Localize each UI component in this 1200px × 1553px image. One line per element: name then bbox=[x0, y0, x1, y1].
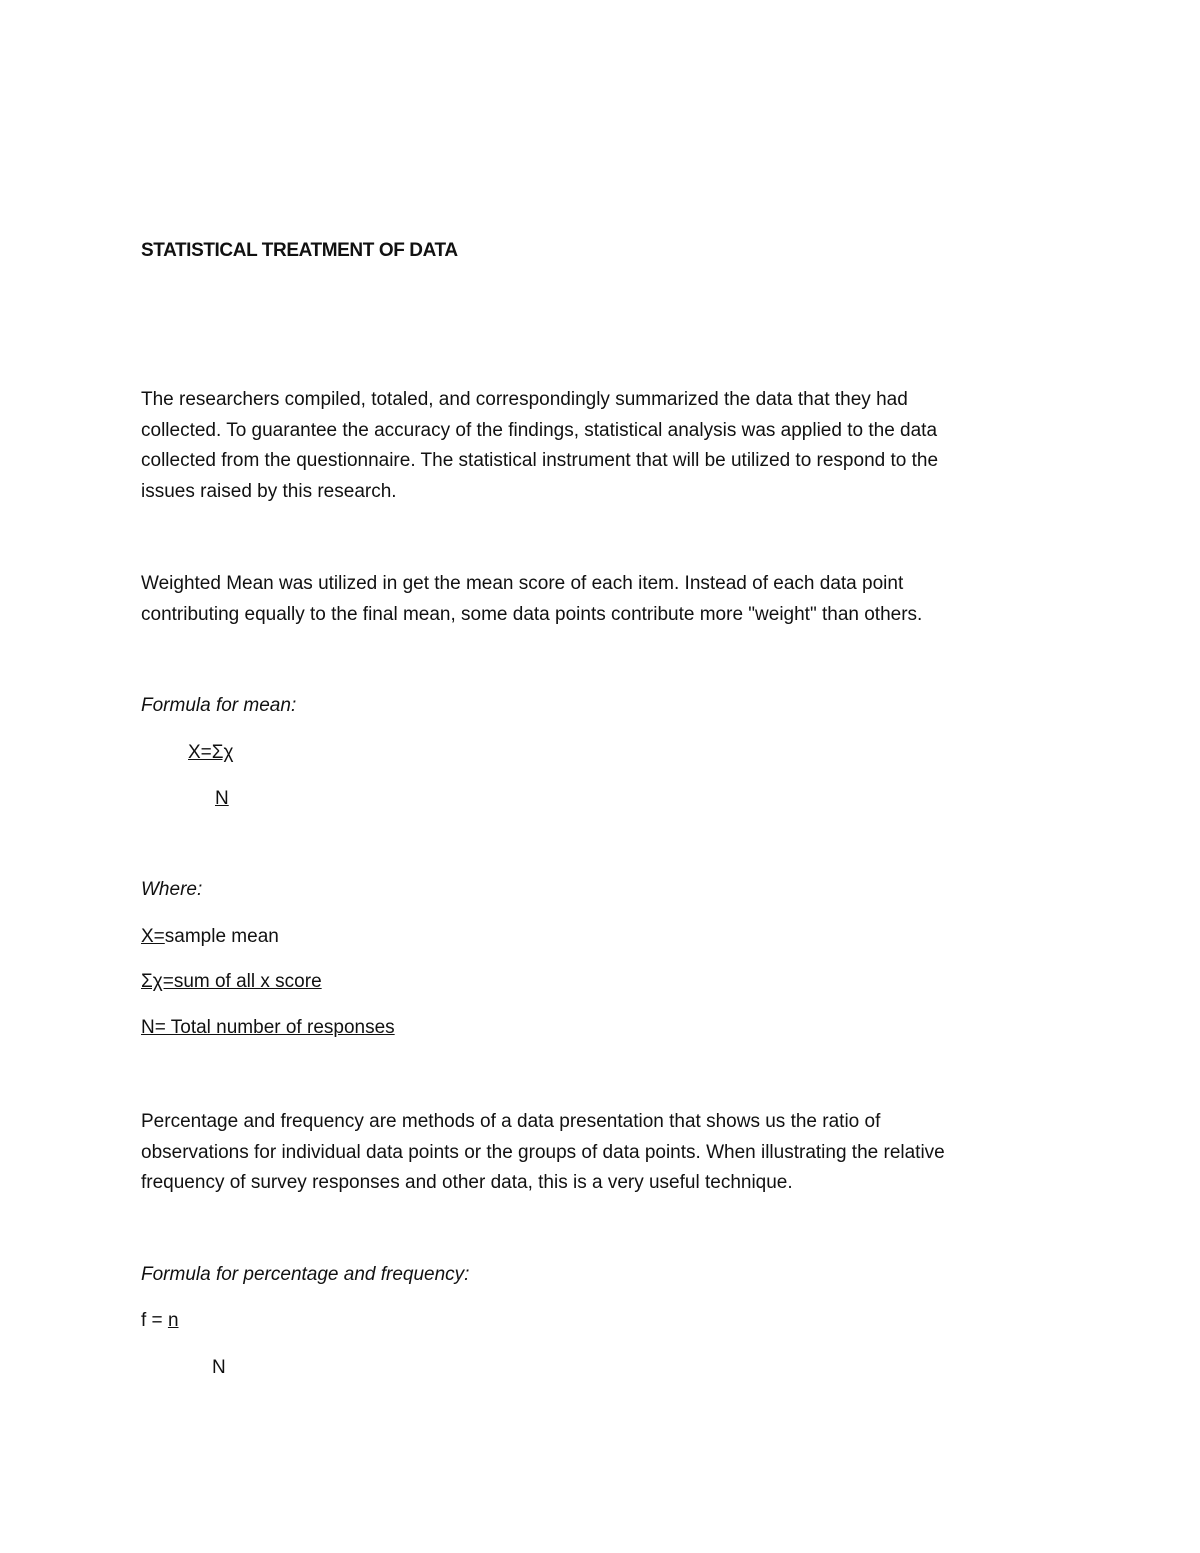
intro-line: The researchers compiled, totaled, and correspondingly summarized the data that they had bbox=[141, 389, 908, 410]
weighted-mean-line: Weighted Mean was utilized in get the mean score of each item. Instead of each data point bbox=[141, 573, 904, 594]
mean-formula-label: Formula for mean: bbox=[141, 695, 297, 716]
percentage-formula-denominator: N bbox=[212, 1357, 226, 1378]
where-symbol: N= Total number of responses bbox=[141, 1017, 395, 1038]
percentage-formula-numerator: n bbox=[167, 1310, 179, 1331]
percentage-line: observations for individual data points or the groups of data points. When illustrating the relative bbox=[141, 1141, 945, 1163]
where-symbol: X= bbox=[141, 926, 165, 947]
percentage-formula-lhs: f = bbox=[141, 1310, 168, 1331]
percentage-formula-numerator-line bbox=[141, 1306, 179, 1337]
mean-formula-numerator: X=Σχ bbox=[188, 742, 234, 763]
where-item-sum bbox=[141, 967, 322, 998]
intro-line: collected from the questionnaire. The statistical instrument that will be utilized to respond to the bbox=[141, 450, 939, 472]
where-item-sample-mean bbox=[141, 922, 279, 953]
where-definition: sample mean bbox=[164, 926, 279, 947]
intro-line: issues raised by this research. bbox=[141, 481, 397, 503]
document-title: STATISTICAL TREATMENT OF DATA bbox=[141, 240, 458, 261]
percentage-line: Percentage and frequency are methods of a data presentation that shows us the ratio of bbox=[141, 1111, 881, 1132]
intro-paragraph bbox=[141, 385, 1051, 508]
intro-line: collected. To guarantee the accuracy of the findings, statistical analysis was applied to the data bbox=[141, 419, 938, 441]
percentage-formula-label: Formula for percentage and frequency: bbox=[141, 1264, 470, 1285]
weighted-mean-line: contributing equally to the final mean, some data points contribute more "weight" than others. bbox=[141, 603, 923, 625]
mean-formula-denominator: N bbox=[215, 788, 229, 809]
where-label: Where: bbox=[141, 879, 203, 900]
percentage-paragraph bbox=[141, 1107, 1051, 1199]
where-symbol: Σχ=sum of all x score bbox=[141, 971, 322, 992]
weighted-mean-paragraph bbox=[141, 569, 1051, 630]
where-item-total bbox=[141, 1013, 395, 1044]
percentage-line: frequency of survey responses and other data, this is a very useful technique. bbox=[141, 1172, 793, 1194]
